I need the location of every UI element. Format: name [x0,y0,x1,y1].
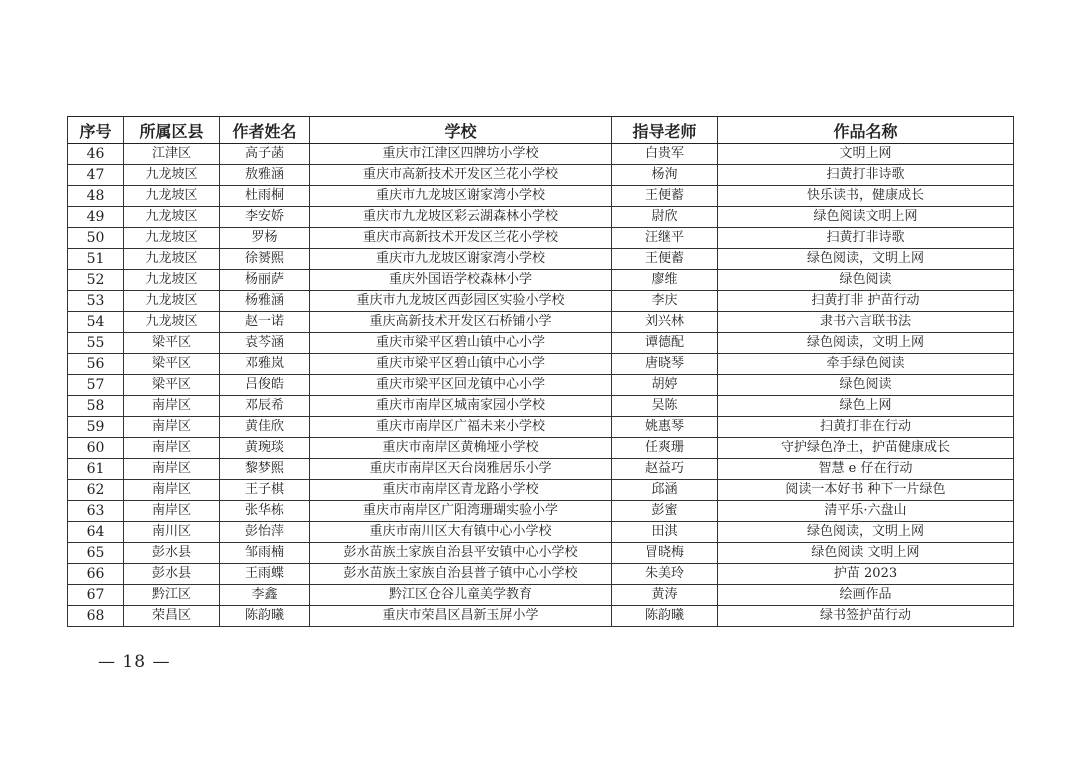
table-row [68,333,1014,354]
work-title-cell: 护苗 2023 [718,564,1014,585]
work-title-cell: 文明上网 [718,144,1014,165]
work-title-cell: 阅读一本好书 种下一片绿色 [718,480,1014,501]
teacher-cell: 李庆 [612,291,718,312]
school-cell: 重庆市梁平区回龙镇中心小学 [310,375,612,396]
table-row [68,354,1014,375]
school-cell: 彭水苗族土家族自治县普子镇中心小学校 [310,564,612,585]
table-row [68,585,1014,606]
table-row [68,312,1014,333]
serial-number-cell: 62 [68,480,124,501]
table-row [68,606,1014,627]
table-row [68,249,1014,270]
teacher-cell: 邱涵 [612,480,718,501]
author-cell: 黎梦熙 [220,459,310,480]
serial-number-cell: 57 [68,375,124,396]
teacher-cell: 王便蓄 [612,186,718,207]
serial-number-cell: 54 [68,312,124,333]
teacher-cell: 杨洵 [612,165,718,186]
serial-number-cell: 63 [68,501,124,522]
work-title-header: 作品名称 [718,117,1014,144]
teacher-cell: 胡婷 [612,375,718,396]
school-cell: 黔江区仓谷儿童美学教育 [310,585,612,606]
author-cell: 赵一诺 [220,312,310,333]
teacher-cell: 姚惠琴 [612,417,718,438]
district-cell: 南岸区 [124,459,220,480]
serial-number-cell: 61 [68,459,124,480]
school-cell: 重庆市南岸区广阳湾珊瑚实验小学 [310,501,612,522]
district-cell: 九龙坡区 [124,312,220,333]
author-cell: 徐赟熙 [220,249,310,270]
teacher-cell: 吴陈 [612,396,718,417]
serial-number-cell: 50 [68,228,124,249]
district-cell: 南岸区 [124,501,220,522]
serial-number-cell: 55 [68,333,124,354]
school-cell: 重庆市南岸区黄桷垭小学校 [310,438,612,459]
award-table-container [67,116,1013,627]
district-cell: 南岸区 [124,438,220,459]
work-title-cell: 隶书六言联书法 [718,312,1014,333]
work-title-cell: 扫黄打非诗歌 [718,228,1014,249]
table-row [68,438,1014,459]
table-row [68,270,1014,291]
district-cell: 南岸区 [124,396,220,417]
school-cell: 彭水苗族土家族自治县平安镇中心小学校 [310,543,612,564]
school-cell: 重庆外国语学校森林小学 [310,270,612,291]
author-cell: 罗杨 [220,228,310,249]
table-row [68,543,1014,564]
teacher-cell: 彭蜜 [612,501,718,522]
district-cell: 九龙坡区 [124,249,220,270]
district-cell: 九龙坡区 [124,270,220,291]
school-cell: 重庆高新技术开发区石桥铺小学 [310,312,612,333]
serial-number-cell: 64 [68,522,124,543]
author-cell: 杨丽萨 [220,270,310,291]
table-row [68,459,1014,480]
serial-number-cell: 49 [68,207,124,228]
work-title-cell: 绿色阅读 [718,375,1014,396]
district-cell: 彭水县 [124,564,220,585]
school-cell: 重庆市梁平区碧山镇中心小学 [310,354,612,375]
district-cell: 荣昌区 [124,606,220,627]
work-title-cell: 牵手绿色阅读 [718,354,1014,375]
award-table [67,116,1014,627]
school-cell: 重庆市江津区四牌坊小学校 [310,144,612,165]
serial-number-cell: 48 [68,186,124,207]
table-row [68,165,1014,186]
serial-number-cell: 66 [68,564,124,585]
work-title-cell: 绿色阅读 文明上网 [718,543,1014,564]
teacher-cell: 刘兴林 [612,312,718,333]
district-cell: 梁平区 [124,354,220,375]
district-header: 所属区县 [124,117,220,144]
table-header-row [68,117,1014,144]
author-cell: 王雨蝶 [220,564,310,585]
teacher-cell: 黄涛 [612,585,718,606]
school-cell: 重庆市高新技术开发区兰花小学校 [310,228,612,249]
author-cell: 黄佳欣 [220,417,310,438]
work-title-cell: 快乐读书，健康成长 [718,186,1014,207]
author-cell: 王子棋 [220,480,310,501]
teacher-cell: 汪继平 [612,228,718,249]
table-row [68,480,1014,501]
table-row [68,228,1014,249]
author-cell: 邓雅岚 [220,354,310,375]
work-title-cell: 绿色阅读，文明上网 [718,333,1014,354]
serial-number-cell: 67 [68,585,124,606]
serial-number-cell: 53 [68,291,124,312]
serial-number-cell: 58 [68,396,124,417]
serial-number-cell: 46 [68,144,124,165]
table-body [68,144,1014,627]
author-cell: 彭怡萍 [220,522,310,543]
district-cell: 江津区 [124,144,220,165]
author-cell: 敖雅涵 [220,165,310,186]
serial-number-cell: 56 [68,354,124,375]
author-cell: 高子菡 [220,144,310,165]
work-title-cell: 绿色阅读，文明上网 [718,522,1014,543]
school-cell: 重庆市梁平区碧山镇中心小学 [310,333,612,354]
work-title-cell: 清平乐·六盘山 [718,501,1014,522]
teacher-cell: 陈韵曦 [612,606,718,627]
table-row [68,396,1014,417]
work-title-cell: 守护绿色净土，护苗健康成长 [718,438,1014,459]
table-row [68,522,1014,543]
district-cell: 九龙坡区 [124,186,220,207]
author-cell: 吕俊皓 [220,375,310,396]
author-cell: 李安娇 [220,207,310,228]
work-title-cell: 绘画作品 [718,585,1014,606]
school-cell: 重庆市九龙坡区西彭园区实验小学校 [310,291,612,312]
teacher-cell: 唐晓琴 [612,354,718,375]
teacher-cell: 朱美玲 [612,564,718,585]
author-cell: 陈韵曦 [220,606,310,627]
author-cell: 邹雨楠 [220,543,310,564]
district-cell: 南岸区 [124,480,220,501]
district-cell: 黔江区 [124,585,220,606]
table-row [68,186,1014,207]
author-cell: 袁芩涵 [220,333,310,354]
teacher-cell: 冒晓梅 [612,543,718,564]
table-row [68,144,1014,165]
table-row [68,417,1014,438]
school-cell: 重庆市九龙坡区谢家湾小学校 [310,186,612,207]
serial-number-cell: 60 [68,438,124,459]
serial-number-cell: 68 [68,606,124,627]
teacher-cell: 王便蓄 [612,249,718,270]
page-number: — 18 — [98,652,171,672]
school-header: 学校 [310,117,612,144]
work-title-cell: 扫黄打非在行动 [718,417,1014,438]
school-cell: 重庆市高新技术开发区兰花小学校 [310,165,612,186]
teacher-cell: 谭德配 [612,333,718,354]
district-cell: 南川区 [124,522,220,543]
author-cell: 李鑫 [220,585,310,606]
author-cell: 张华栋 [220,501,310,522]
table-row [68,564,1014,585]
author-cell: 杨雅涵 [220,291,310,312]
district-cell: 彭水县 [124,543,220,564]
district-cell: 梁平区 [124,333,220,354]
work-title-cell: 绿色阅读，文明上网 [718,249,1014,270]
district-cell: 南岸区 [124,417,220,438]
work-title-cell: 扫黄打非 护苗行动 [718,291,1014,312]
district-cell: 九龙坡区 [124,291,220,312]
school-cell: 重庆市南岸区天台岗雅居乐小学 [310,459,612,480]
teacher-cell: 廖维 [612,270,718,291]
table-row [68,207,1014,228]
work-title-cell: 绿色上网 [718,396,1014,417]
serial-number-cell: 65 [68,543,124,564]
school-cell: 重庆市九龙坡区谢家湾小学校 [310,249,612,270]
work-title-cell: 扫黄打非诗歌 [718,165,1014,186]
district-cell: 九龙坡区 [124,207,220,228]
teacher-cell: 赵益巧 [612,459,718,480]
author-cell: 黄琬琰 [220,438,310,459]
teacher-cell: 任爽珊 [612,438,718,459]
author-cell: 杜雨桐 [220,186,310,207]
serial-number-header: 序号 [68,117,124,144]
work-title-cell: 绿色阅读 [718,270,1014,291]
school-cell: 重庆市南岸区青龙路小学校 [310,480,612,501]
serial-number-cell: 59 [68,417,124,438]
serial-number-cell: 47 [68,165,124,186]
teacher-cell: 田淇 [612,522,718,543]
teacher-header: 指导老师 [612,117,718,144]
work-title-cell: 绿色阅读文明上网 [718,207,1014,228]
school-cell: 重庆市南岸区城南家园小学校 [310,396,612,417]
school-cell: 重庆市九龙坡区彩云湖森林小学校 [310,207,612,228]
teacher-cell: 尉欣 [612,207,718,228]
author-cell: 邓辰希 [220,396,310,417]
teacher-cell: 白贵军 [612,144,718,165]
district-cell: 梁平区 [124,375,220,396]
work-title-cell: 绿书签护苗行动 [718,606,1014,627]
table-row [68,375,1014,396]
author-header: 作者姓名 [220,117,310,144]
school-cell: 重庆市荣昌区昌新玉屏小学 [310,606,612,627]
district-cell: 九龙坡区 [124,228,220,249]
work-title-cell: 智慧 e 仔在行动 [718,459,1014,480]
school-cell: 重庆市南岸区广福未来小学校 [310,417,612,438]
school-cell: 重庆市南川区大有镇中心小学校 [310,522,612,543]
table-row [68,501,1014,522]
table-row [68,291,1014,312]
serial-number-cell: 52 [68,270,124,291]
serial-number-cell: 51 [68,249,124,270]
district-cell: 九龙坡区 [124,165,220,186]
